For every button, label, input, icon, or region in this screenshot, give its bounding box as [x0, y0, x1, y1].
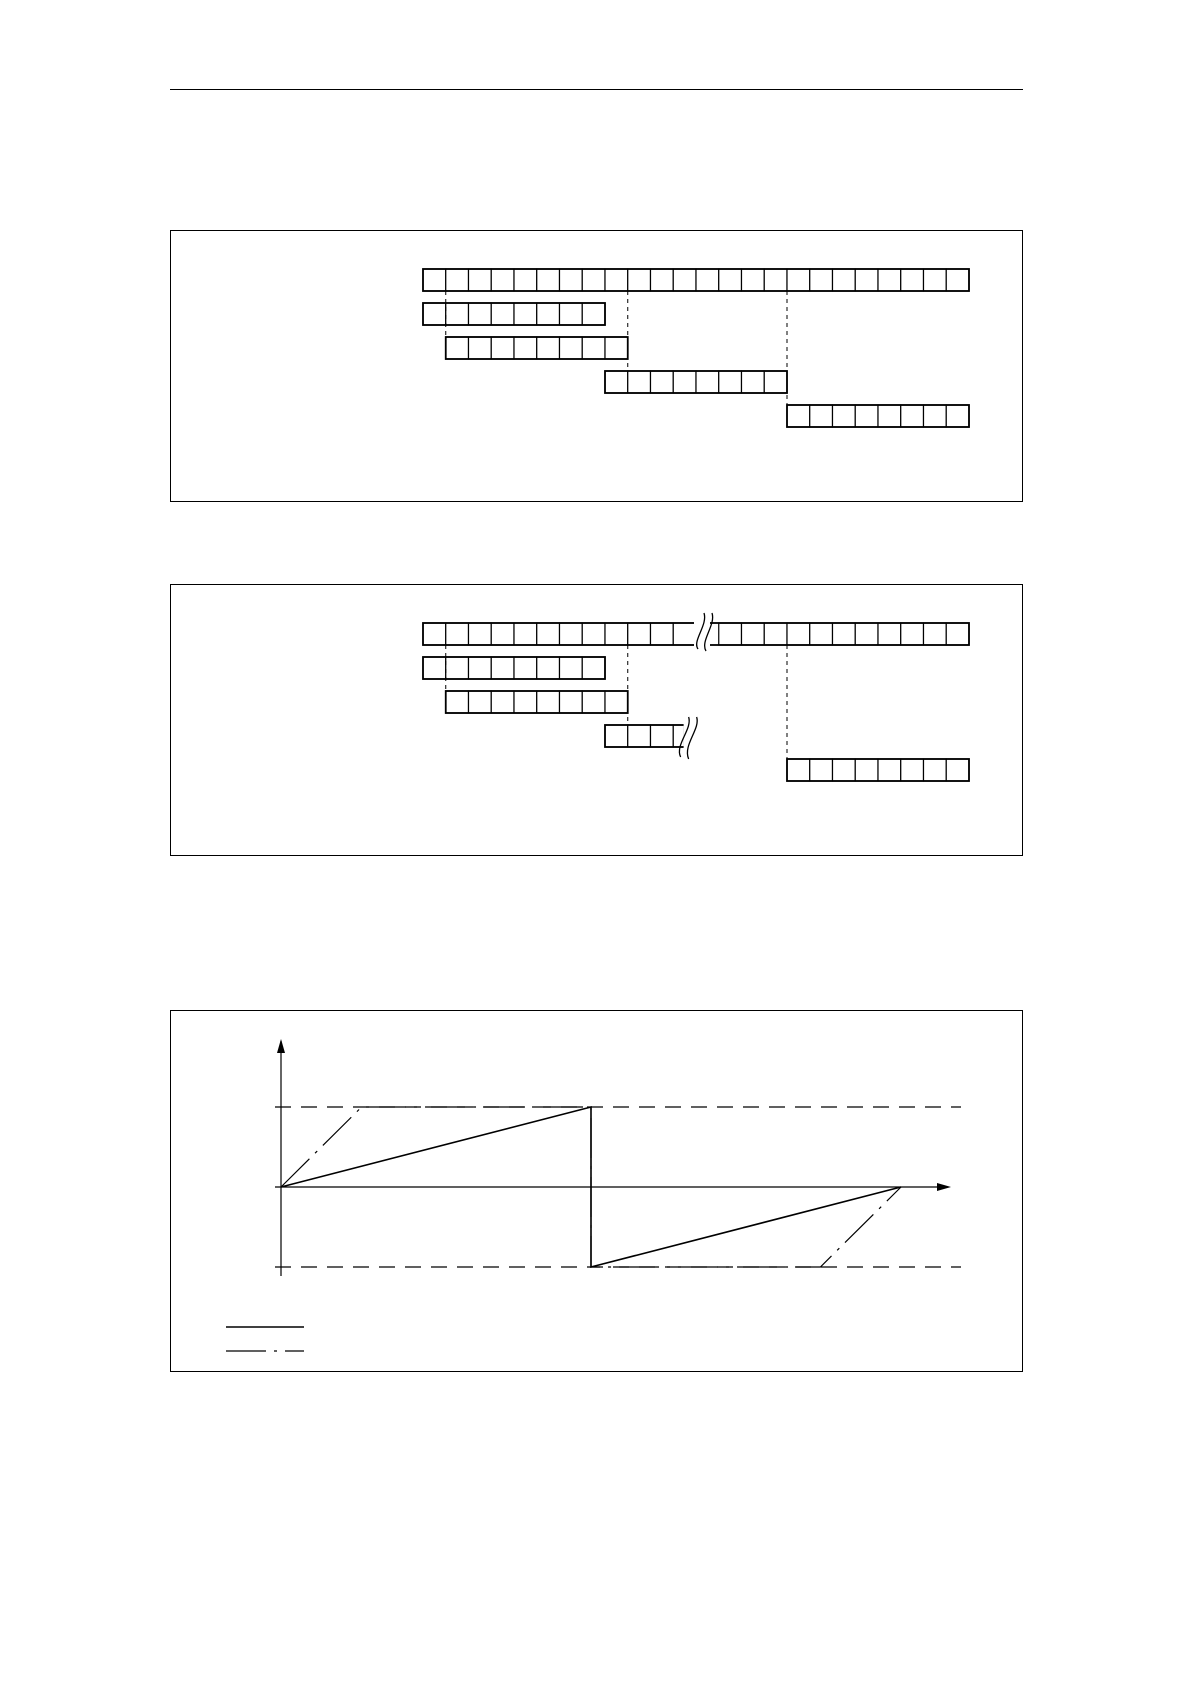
bit-cell	[901, 269, 924, 291]
bit-cell	[537, 657, 560, 679]
bit-cell	[651, 623, 674, 645]
bit-cell	[719, 269, 742, 291]
figure-3-frame	[170, 1010, 1023, 1372]
bit-cell	[855, 405, 878, 427]
bit-cell	[673, 623, 696, 645]
bit-cell	[628, 725, 651, 747]
bit-cell	[537, 691, 560, 713]
bit-cell	[719, 371, 742, 393]
bit-cell	[446, 623, 469, 645]
bit-cell	[514, 269, 537, 291]
bit-cell	[810, 623, 833, 645]
bit-row-byte-row-3-partial	[605, 725, 696, 747]
bit-cell	[651, 371, 674, 393]
bit-cell	[491, 337, 514, 359]
bit-row-word	[423, 269, 969, 291]
bit-cell	[537, 303, 560, 325]
bit-cell	[423, 657, 446, 679]
bit-cell	[423, 623, 446, 645]
figure-2-bit-diagram	[171, 585, 1024, 857]
bit-cell	[810, 269, 833, 291]
figure-1-bit-diagram	[171, 231, 1024, 503]
bit-cell	[514, 337, 537, 359]
bit-cell	[628, 371, 651, 393]
bit-cell	[742, 269, 765, 291]
x-axis-arrow	[937, 1183, 951, 1191]
bit-cell	[582, 691, 605, 713]
bit-cell	[719, 623, 742, 645]
bit-cell	[491, 657, 514, 679]
bit-cell	[878, 269, 901, 291]
bit-cell	[833, 405, 856, 427]
bit-cell	[560, 691, 583, 713]
bit-cell	[582, 303, 605, 325]
bit-cell	[605, 337, 628, 359]
bit-cell	[855, 759, 878, 781]
bit-cell	[855, 269, 878, 291]
bit-cell	[605, 269, 628, 291]
bit-cell	[946, 269, 969, 291]
bit-cell	[560, 303, 583, 325]
bit-cell	[446, 657, 469, 679]
bit-cell	[423, 303, 446, 325]
bit-cell	[764, 269, 787, 291]
bit-row-byte-row-4	[787, 759, 969, 781]
bit-cell	[514, 691, 537, 713]
bit-cell	[605, 371, 628, 393]
bit-cell	[446, 269, 469, 291]
y-axis-arrow	[277, 1039, 285, 1053]
bit-cell	[582, 337, 605, 359]
bit-cell	[833, 623, 856, 645]
bit-cell	[764, 623, 787, 645]
bit-cell	[469, 691, 492, 713]
bit-cell	[810, 759, 833, 781]
bit-cell	[446, 337, 469, 359]
bit-cell	[491, 623, 514, 645]
bit-cell	[787, 623, 810, 645]
bit-cell	[446, 691, 469, 713]
header-rule	[170, 89, 1023, 90]
bit-cell	[560, 337, 583, 359]
bit-cell	[946, 405, 969, 427]
bit-row-byte-row-4	[787, 405, 969, 427]
bit-cell	[764, 371, 787, 393]
bit-cell	[537, 337, 560, 359]
bit-row-byte-row-1	[423, 303, 605, 325]
bit-cell	[605, 623, 628, 645]
bit-cell	[469, 657, 492, 679]
bit-row-byte-row-1	[423, 657, 605, 679]
bit-row-byte-row-3	[605, 371, 787, 393]
bit-cell	[582, 269, 605, 291]
bit-cell	[582, 623, 605, 645]
bit-row-byte-row-2	[446, 691, 628, 713]
bit-cell	[946, 623, 969, 645]
bit-cell	[810, 405, 833, 427]
bit-cell	[901, 759, 924, 781]
figure-3-chart	[171, 1011, 1024, 1373]
bit-cell	[469, 303, 492, 325]
bit-cell	[742, 371, 765, 393]
bit-cell	[651, 269, 674, 291]
bit-cell	[605, 725, 628, 747]
bit-cell	[946, 759, 969, 781]
bit-cell	[560, 623, 583, 645]
bit-cell	[696, 371, 719, 393]
bit-cell	[423, 269, 446, 291]
bit-cell	[560, 269, 583, 291]
bit-cell	[787, 759, 810, 781]
bit-cell	[924, 759, 947, 781]
bit-cell	[833, 759, 856, 781]
bit-cell	[446, 303, 469, 325]
bit-cell	[582, 657, 605, 679]
bit-cell	[628, 623, 651, 645]
bit-cell	[901, 623, 924, 645]
bit-cell	[901, 405, 924, 427]
bit-cell	[673, 269, 696, 291]
bit-cell	[514, 657, 537, 679]
bit-cell	[878, 623, 901, 645]
bit-cell	[560, 657, 583, 679]
bit-cell	[514, 303, 537, 325]
bit-cell	[787, 269, 810, 291]
figure-1-frame	[170, 230, 1023, 502]
bit-cell	[924, 405, 947, 427]
bit-cell	[855, 623, 878, 645]
bit-cell	[491, 691, 514, 713]
bit-cell	[537, 269, 560, 291]
bit-cell	[742, 623, 765, 645]
bit-cell	[628, 269, 651, 291]
bit-cell	[651, 725, 674, 747]
bit-cell	[514, 623, 537, 645]
bit-cell	[605, 691, 628, 713]
bit-row-byte-row-2	[446, 337, 628, 359]
bit-cell	[469, 623, 492, 645]
bit-cell	[491, 303, 514, 325]
bit-cell	[833, 269, 856, 291]
bit-cell	[878, 405, 901, 427]
bit-cell	[537, 623, 560, 645]
break-gap	[684, 717, 698, 757]
bit-cell	[469, 269, 492, 291]
bit-cell	[696, 269, 719, 291]
bit-cell	[878, 759, 901, 781]
bit-cell	[924, 269, 947, 291]
bit-cell	[469, 337, 492, 359]
bit-cell	[673, 371, 696, 393]
bit-cell	[491, 269, 514, 291]
figure-2-frame	[170, 584, 1023, 856]
bit-cell	[787, 405, 810, 427]
bit-cell	[924, 623, 947, 645]
